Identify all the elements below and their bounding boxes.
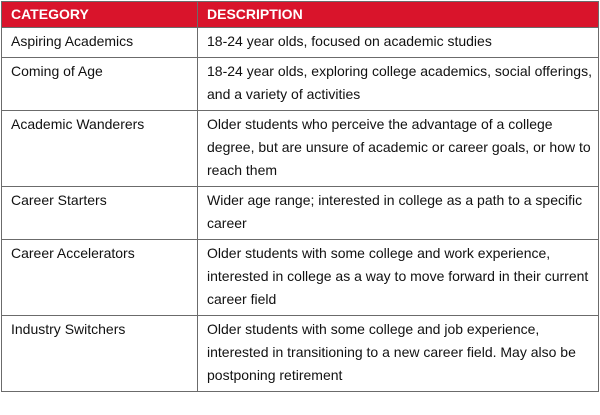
category-table [1, 1, 599, 392]
description-cell: 18-24 year olds, exploring college academics, social offerings, and a variety of activities [198, 58, 599, 111]
table-row [2, 111, 599, 187]
description-cell: Wider age range; interested in college as a path to a specific career [198, 187, 599, 240]
description-cell: Older students with some college and work experience, interested in college as a way to move forward in their current career field [198, 240, 599, 316]
description-cell: 18-24 year olds, focused on academic studies [198, 28, 599, 58]
category-cell: Career Starters [2, 187, 198, 240]
table-row [2, 58, 599, 111]
category-cell: Coming of Age [2, 58, 198, 111]
category-cell: Academic Wanderers [2, 111, 198, 187]
header-description: DESCRIPTION [198, 2, 599, 28]
description-cell: Older students who perceive the advantage of a college degree, but are unsure of academic or career goals, or how to reach them [198, 111, 599, 187]
header-row [2, 2, 599, 28]
table-row [2, 240, 599, 316]
header-category: CATEGORY [2, 2, 198, 28]
category-cell: Career Accelerators [2, 240, 198, 316]
category-cell: Industry Switchers [2, 316, 198, 392]
description-cell: Older students with some college and job experience, interested in transitioning to a new career field. May also be postponing retirement [198, 316, 599, 392]
table-row [2, 28, 599, 58]
table-row [2, 187, 599, 240]
table-row [2, 316, 599, 392]
category-cell: Aspiring Academics [2, 28, 198, 58]
